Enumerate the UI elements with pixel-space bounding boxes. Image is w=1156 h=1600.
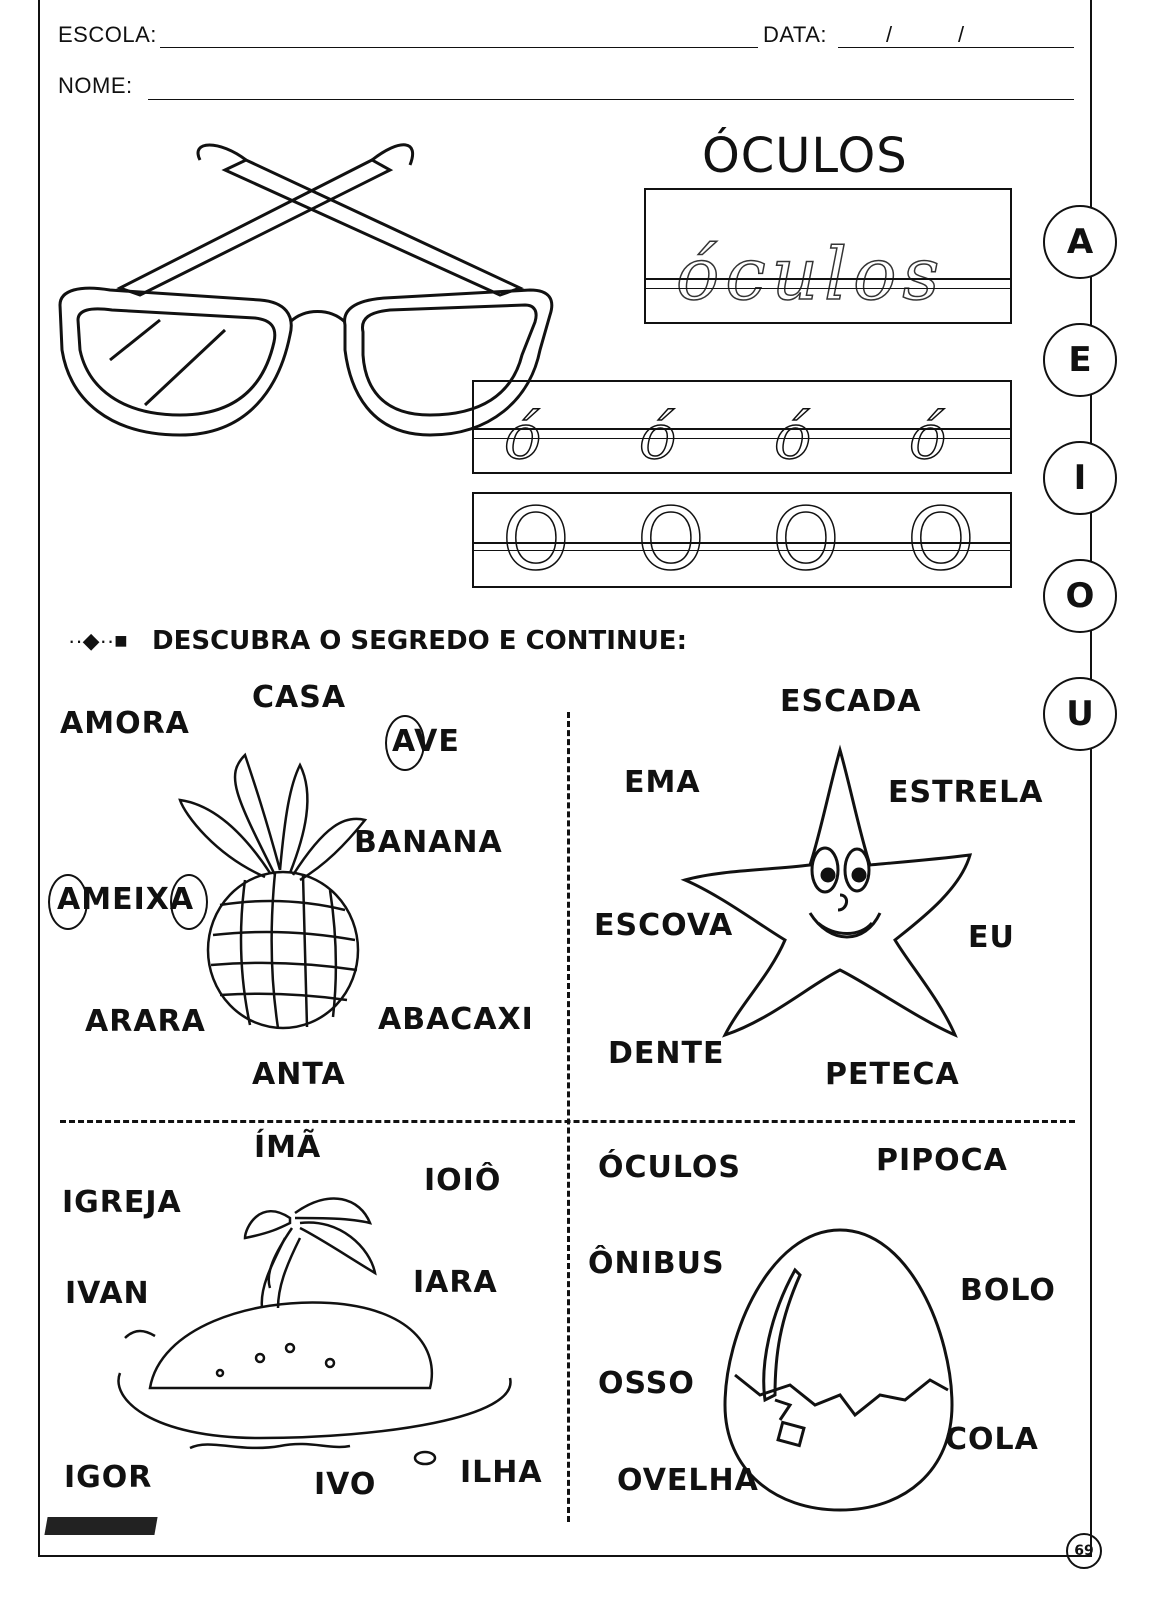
page-number: 69	[1066, 1533, 1102, 1569]
word-bolo: BOLO	[960, 1273, 1056, 1308]
egg-icon	[720, 1225, 960, 1515]
syllable-4: ó	[909, 400, 947, 473]
date-label: DATA:	[763, 22, 828, 47]
word-dente: DENTE	[608, 1036, 725, 1071]
word-ameixa: AMEIXA	[57, 882, 195, 917]
word-onibus: ÔNIBUS	[588, 1246, 725, 1281]
vowel-trace-3: O	[772, 490, 840, 590]
vertical-divider	[567, 712, 570, 1522]
word-casa: CASA	[252, 680, 347, 715]
word-iara: IARA	[413, 1265, 498, 1300]
word-ema: EMA	[624, 765, 701, 800]
word-ivo: IVO	[314, 1467, 377, 1502]
word-escova: ESCOVA	[594, 908, 734, 943]
tracing-word-text: óculos	[676, 232, 946, 316]
word-estrela: ESTRELA	[888, 775, 1044, 810]
word-abacaxi: ABACAXI	[378, 1002, 534, 1037]
word-escada: ESCADA	[780, 684, 922, 719]
star-icon	[680, 745, 980, 1045]
vowel-trace-4: O	[907, 490, 975, 590]
word-igor: IGOR	[64, 1460, 153, 1495]
vowel-u: U	[1043, 677, 1117, 751]
publisher-logo	[44, 1517, 157, 1535]
date-slash-1: /	[886, 22, 893, 47]
date-field[interactable]	[838, 47, 1074, 48]
syllable-2: ó	[639, 400, 677, 473]
tracing-box-word[interactable]	[644, 188, 1012, 324]
word-igreja: IGREJA	[62, 1185, 182, 1220]
syllable-3: ó	[774, 400, 812, 473]
syllable-1: ó	[504, 400, 542, 473]
word-cola: COLA	[945, 1422, 1039, 1457]
word-eu: EU	[968, 920, 1015, 955]
word-pipoca: PIPOCA	[876, 1143, 1008, 1178]
vowel-e: E	[1043, 323, 1117, 397]
word-anta: ANTA	[252, 1057, 346, 1092]
circle-mark	[385, 715, 425, 771]
instruction-text: DESCUBRA O SEGREDO E CONTINUE:	[152, 626, 687, 656]
word-ilha: ILHA	[460, 1455, 543, 1490]
school-label: ESCOLA:	[58, 22, 157, 47]
horizontal-divider	[60, 1120, 1075, 1123]
word-amora: AMORA	[60, 706, 190, 741]
word-osso: OSSO	[598, 1366, 695, 1401]
word-peteca: PETECA	[825, 1057, 960, 1092]
word-ima: ÍMÃ	[254, 1130, 322, 1165]
word-arara: ARARA	[85, 1004, 206, 1039]
word-ovelha: OVELHA	[617, 1463, 759, 1498]
island-icon	[100, 1178, 520, 1478]
vowel-o: O	[1043, 559, 1117, 633]
page-title: ÓCULOS	[702, 128, 908, 184]
vowel-trace-2: O	[637, 490, 705, 590]
vowel-i: I	[1043, 441, 1117, 515]
word-banana: BANANA	[354, 825, 503, 860]
word-ave: AVE	[392, 724, 460, 759]
instruction-bullet-icon: ··◆··■	[68, 628, 128, 653]
word-ioio: IOIÔ	[424, 1163, 502, 1198]
tracing-box-syllable[interactable]	[472, 380, 1012, 474]
vowel-trace-1: O	[502, 490, 570, 590]
name-field[interactable]	[148, 99, 1074, 100]
pineapple-icon	[175, 755, 390, 1030]
word-ivan: IVAN	[65, 1276, 150, 1311]
name-label: NOME:	[58, 73, 133, 98]
date-slash-2: /	[958, 22, 965, 47]
tracing-box-vowel[interactable]	[472, 492, 1012, 588]
school-field[interactable]	[160, 47, 758, 48]
vowel-a: A	[1043, 205, 1117, 279]
word-oculos: ÓCULOS	[598, 1150, 742, 1185]
circle-mark	[48, 874, 88, 930]
